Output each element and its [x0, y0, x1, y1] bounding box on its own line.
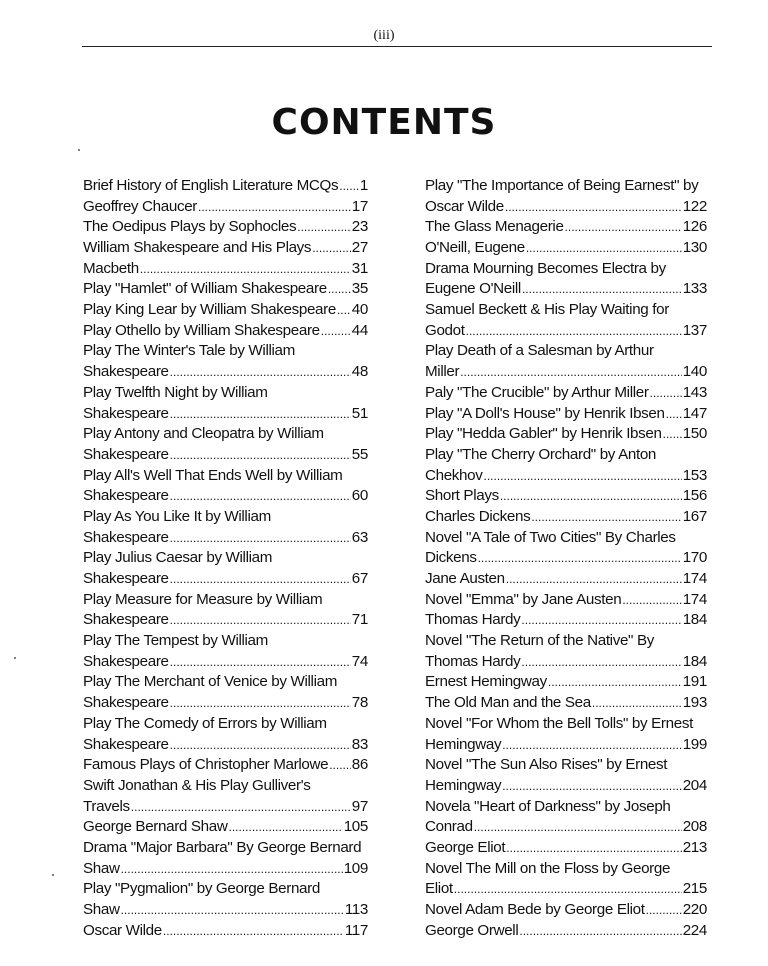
- toc-entry-title: Shaw: [83, 901, 120, 919]
- toc-entry-title: Shakespeare: [83, 570, 169, 588]
- toc-entry-page: 40: [351, 301, 368, 319]
- toc-entry-page: 74: [351, 652, 368, 670]
- toc-entry-title: Shakespeare: [83, 735, 169, 753]
- toc-entry: [83, 879, 368, 900]
- toc-entry-page: 109: [343, 859, 368, 877]
- dot-leader: [502, 735, 682, 756]
- toc-entry: [83, 486, 368, 507]
- toc-entry-page: 220: [682, 901, 707, 919]
- toc-entry: [425, 466, 707, 487]
- toc-entry: [83, 735, 368, 756]
- contents-right-column: [425, 176, 707, 941]
- toc-entry-title: Thomas Hardy: [425, 652, 521, 670]
- toc-entry-page: 133: [682, 280, 707, 298]
- dot-leader: [321, 321, 351, 342]
- toc-entry-title: William Shakespeare and His Plays: [83, 239, 312, 257]
- toc-entry: [425, 342, 707, 363]
- toc-entry-page: 224: [682, 921, 707, 939]
- toc-entry: [83, 714, 368, 735]
- toc-entry: [83, 466, 368, 487]
- dot-leader: [531, 507, 681, 528]
- toc-entry: [425, 590, 707, 611]
- toc-entry-page: 143: [682, 383, 707, 401]
- toc-entry-title: Play Measure for Measure by William: [83, 590, 323, 608]
- toc-entry: [83, 259, 368, 280]
- toc-entry: [425, 569, 707, 590]
- dot-leader: [170, 486, 351, 507]
- toc-entry-title: Novel The Mill on the Floss by George: [425, 859, 671, 877]
- page-number: (iii): [373, 28, 395, 43]
- dot-leader: [505, 197, 682, 218]
- toc-entry-title: Hemingway: [425, 735, 502, 753]
- dot-leader: [198, 197, 351, 218]
- toc-entry: [83, 548, 368, 569]
- toc-entry: [83, 424, 368, 445]
- toc-entry-title: Play As You Like It by William: [83, 507, 271, 525]
- toc-entry-title: George Orwell: [425, 921, 519, 939]
- toc-entry-title: Play All's Well That Ends Well by William: [83, 466, 343, 484]
- toc-entry-page: 174: [682, 590, 707, 608]
- dot-leader: [460, 362, 682, 383]
- dot-leader: [121, 859, 343, 880]
- toc-entry-page: 113: [344, 901, 368, 919]
- toc-entry-title: Swift Jonathan & His Play Gulliver's: [83, 776, 311, 794]
- toc-entry: [425, 859, 707, 880]
- toc-entry-title: Play Othello by William Shakespeare: [83, 321, 320, 339]
- toc-entry-title: Hemingway: [425, 776, 502, 794]
- toc-entry-title: Dickens: [425, 549, 477, 567]
- toc-entry: [425, 404, 707, 425]
- toc-entry: [83, 797, 368, 818]
- dot-leader: [170, 610, 351, 631]
- toc-entry-title: Play Death of a Salesman by Arthur: [425, 342, 654, 360]
- toc-entry-title: Novel "Emma" by Jane Austen: [425, 590, 622, 608]
- dot-leader: [328, 279, 351, 300]
- toc-entry-title: Famous Plays of Christopher Marlowe: [83, 756, 329, 774]
- toc-entry-title: The Oedipus Plays by Sophocles: [83, 218, 297, 236]
- dot-leader: [565, 217, 682, 238]
- toc-entry-title: Play "Hamlet" of William Shakespeare: [83, 280, 327, 298]
- toc-entry-page: 71: [351, 611, 368, 629]
- toc-entry-page: 150: [682, 425, 707, 443]
- toc-entry-title: Geoffrey Chaucer: [83, 197, 197, 215]
- toc-entry-page: 137: [682, 321, 707, 339]
- toc-entry-title: Charles Dickens: [425, 507, 531, 525]
- toc-entry-page: 1: [359, 176, 368, 194]
- toc-entry-page: 17: [351, 197, 368, 215]
- toc-entry: [83, 631, 368, 652]
- toc-entry-page: 126: [682, 218, 707, 236]
- toc-entry-page: 55: [351, 445, 368, 463]
- toc-entry-title: Brief History of English Literature MCQs: [83, 176, 339, 194]
- toc-entry-page: 153: [682, 466, 707, 484]
- toc-entry: [425, 548, 707, 569]
- dot-leader: [646, 900, 682, 921]
- toc-entry: [425, 693, 707, 714]
- toc-entry-title: Novel "The Return of the Native" By: [425, 632, 654, 650]
- toc-entry-title: Play "Pygmalion" by George Bernard: [83, 880, 320, 898]
- dot-leader: [500, 486, 682, 507]
- toc-entry-title: O'Neill, Eugene: [425, 239, 525, 257]
- toc-entry-page: 78: [351, 694, 368, 712]
- toc-entry: [425, 631, 707, 652]
- toc-entry: [83, 838, 368, 859]
- dot-leader: [339, 176, 359, 197]
- scan-speck: [52, 874, 54, 876]
- toc-entry-page: 35: [351, 280, 368, 298]
- toc-entry: [425, 610, 707, 631]
- toc-entry-title: Play The Comedy of Errors by William: [83, 714, 327, 732]
- toc-entry: [83, 859, 368, 880]
- toc-entry-page: 122: [682, 197, 707, 215]
- toc-entry-title: Play The Winter's Tale by William: [83, 342, 295, 360]
- toc-entry-page: 215: [682, 880, 707, 898]
- toc-entry-title: Drama "Major Barbara" By George Bernard: [83, 838, 362, 856]
- toc-entry: [425, 238, 707, 259]
- dot-leader: [522, 279, 682, 300]
- toc-entry: [83, 673, 368, 694]
- toc-entry-title: Play King Lear by William Shakespeare: [83, 301, 336, 319]
- toc-entry-page: 184: [682, 611, 707, 629]
- toc-entry-page: 193: [682, 694, 707, 712]
- dot-leader: [666, 404, 682, 425]
- dot-leader: [121, 900, 344, 921]
- toc-entry-title: The Glass Menagerie: [425, 218, 564, 236]
- toc-entry-page: 167: [682, 507, 707, 525]
- toc-entry: [83, 817, 368, 838]
- dot-leader: [140, 259, 351, 280]
- toc-entry-title: Novela "Heart of Darkness" by Joseph: [425, 797, 671, 815]
- toc-entry-title: Play Twelfth Night by William: [83, 383, 268, 401]
- toc-entry: [425, 879, 707, 900]
- toc-entry-title: Play "The Cherry Orchard" by Anton: [425, 445, 657, 463]
- dot-leader: [170, 735, 351, 756]
- toc-entry: [425, 921, 707, 942]
- toc-entry-title: Novel "The Sun Also Rises" by Ernest: [425, 756, 668, 774]
- toc-entry-title: Shakespeare: [83, 694, 169, 712]
- toc-entry-page: 174: [682, 570, 707, 588]
- toc-entry-page: 170: [682, 549, 707, 567]
- dot-leader: [170, 569, 351, 590]
- toc-entry-title: Thomas Hardy: [425, 611, 521, 629]
- dot-leader: [170, 404, 351, 425]
- toc-entry-title: Play The Merchant of Venice by William: [83, 673, 338, 691]
- toc-entry: [83, 610, 368, 631]
- toc-entry-page: 191: [682, 673, 707, 691]
- toc-entry: [83, 776, 368, 797]
- toc-entry-page: 156: [682, 487, 707, 505]
- dot-leader: [663, 424, 682, 445]
- dot-leader: [131, 797, 351, 818]
- toc-entry: [83, 238, 368, 259]
- toc-entry: [425, 528, 707, 549]
- toc-entry-page: 63: [351, 528, 368, 546]
- toc-entry: [425, 755, 707, 776]
- toc-entry: [425, 797, 707, 818]
- toc-entry: [83, 445, 368, 466]
- toc-entry: [425, 714, 707, 735]
- toc-entry-page: 204: [682, 776, 707, 794]
- scan-speck: [14, 657, 16, 659]
- toc-entry-title: Godot: [425, 321, 465, 339]
- toc-entry: [425, 507, 707, 528]
- toc-entry-page: 51: [351, 404, 368, 422]
- toc-entry-title: Travels: [83, 797, 130, 815]
- toc-entry-title: Eliot: [425, 880, 453, 898]
- toc-entry: [425, 838, 707, 859]
- toc-entry-title: Novel "For Whom the Bell Tolls" by Ernest: [425, 714, 693, 732]
- page-title: CONTENTS: [271, 102, 497, 143]
- toc-entry: [425, 197, 707, 218]
- dot-leader: [170, 528, 351, 549]
- toc-entry: [83, 900, 368, 921]
- toc-entry-title: Play "The Importance of Being Earnest" by: [425, 176, 699, 194]
- toc-entry-title: George Bernard Shaw: [83, 818, 228, 836]
- toc-entry-page: 130: [682, 239, 707, 257]
- toc-entry: [83, 507, 368, 528]
- toc-entry: [425, 652, 707, 673]
- toc-entry-title: George Eliot: [425, 838, 506, 856]
- dot-leader: [548, 672, 682, 693]
- dot-leader: [170, 652, 351, 673]
- toc-entry-title: Novel "A Tale of Two Cities" By Charles: [425, 528, 676, 546]
- toc-entry-page: 60: [351, 487, 368, 505]
- toc-entry: [83, 921, 368, 942]
- toc-entry-page: 213: [682, 838, 707, 856]
- toc-entry: [83, 693, 368, 714]
- dot-leader: [297, 217, 351, 238]
- toc-entry-title: Shaw: [83, 859, 120, 877]
- toc-entry-title: Play "A Doll's House" by Henrik Ibsen: [425, 404, 665, 422]
- toc-entry: [425, 673, 707, 694]
- toc-entry-title: Conrad: [425, 818, 473, 836]
- scan-speck: [78, 149, 80, 151]
- dot-leader: [478, 548, 682, 569]
- toc-entry-title: Shakespeare: [83, 652, 169, 670]
- toc-entry: [83, 300, 368, 321]
- toc-entry: [425, 817, 707, 838]
- dot-leader: [454, 879, 682, 900]
- dot-leader: [521, 610, 681, 631]
- toc-entry: [425, 735, 707, 756]
- toc-entry: [425, 362, 707, 383]
- toc-entry-title: Play The Tempest by William: [83, 632, 268, 650]
- dot-leader: [163, 921, 344, 942]
- toc-entry: [425, 321, 707, 342]
- dot-leader: [622, 590, 681, 611]
- dot-leader: [474, 817, 682, 838]
- toc-entry: [425, 176, 707, 197]
- toc-entry: [83, 652, 368, 673]
- toc-entry-title: Drama Mourning Becomes Electra by: [425, 259, 666, 277]
- toc-entry-title: Shakespeare: [83, 528, 169, 546]
- toc-entry-title: Samuel Beckett & His Play Waiting for: [425, 301, 669, 319]
- toc-entry: [83, 342, 368, 363]
- toc-entry-title: Chekhov: [425, 466, 483, 484]
- toc-entry-page: 48: [351, 363, 368, 381]
- toc-entry-page: 83: [351, 735, 368, 753]
- dot-leader: [312, 238, 351, 259]
- toc-entry: [425, 279, 707, 300]
- toc-entry: [83, 217, 368, 238]
- toc-entry-page: 199: [682, 735, 707, 753]
- toc-entry: [83, 404, 368, 425]
- toc-entry-page: 147: [682, 404, 707, 422]
- dot-leader: [466, 321, 682, 342]
- dot-leader: [329, 755, 351, 776]
- dot-leader: [170, 362, 351, 383]
- dot-leader: [506, 838, 681, 859]
- dot-leader: [170, 445, 351, 466]
- toc-entry-title: Paly "The Crucible" by Arthur Miller: [425, 383, 649, 401]
- toc-entry-page: 105: [343, 818, 368, 836]
- dot-leader: [526, 238, 682, 259]
- toc-entry: [83, 197, 368, 218]
- toc-entry: [83, 569, 368, 590]
- toc-entry-page: 117: [344, 921, 368, 939]
- toc-entry: [83, 362, 368, 383]
- toc-entry-page: 97: [351, 797, 368, 815]
- toc-entry-page: 86: [351, 756, 368, 774]
- toc-entry-page: 27: [351, 239, 368, 257]
- toc-entry: [425, 300, 707, 321]
- toc-entry-title: Oscar Wilde: [425, 197, 504, 215]
- toc-entry: [425, 776, 707, 797]
- dot-leader: [592, 693, 682, 714]
- dot-leader: [502, 776, 682, 797]
- toc-entry-title: Play "Hedda Gabler" by Henrik Ibsen: [425, 425, 662, 443]
- toc-entry: [83, 176, 368, 197]
- toc-entry: [425, 445, 707, 466]
- toc-entry-title: Miller: [425, 363, 460, 381]
- dot-leader: [650, 383, 682, 404]
- toc-entry: [425, 217, 707, 238]
- toc-entry-title: Shakespeare: [83, 611, 169, 629]
- toc-entry-title: Macbeth: [83, 259, 139, 277]
- toc-entry: [425, 424, 707, 445]
- toc-entry-title: Ernest Hemingway: [425, 673, 547, 691]
- dot-leader: [170, 693, 351, 714]
- toc-entry-title: Short Plays: [425, 487, 499, 505]
- dot-leader: [337, 300, 351, 321]
- toc-entry: [425, 486, 707, 507]
- toc-entry-title: Shakespeare: [83, 445, 169, 463]
- toc-entry-title: Novel Adam Bede by George Eliot: [425, 901, 645, 919]
- dot-leader: [506, 569, 682, 590]
- toc-entry-page: 44: [351, 321, 368, 339]
- dot-leader: [521, 652, 681, 673]
- toc-entry-page: 208: [682, 818, 707, 836]
- toc-entry: [83, 279, 368, 300]
- toc-entry-title: The Old Man and the Sea: [425, 694, 591, 712]
- toc-entry-title: Play Julius Caesar by William: [83, 549, 273, 567]
- contents-left-column: [83, 176, 368, 941]
- toc-entry: [425, 383, 707, 404]
- toc-entry-title: Play Antony and Cleopatra by William: [83, 425, 324, 443]
- header-rule: [82, 46, 712, 47]
- toc-entry: [83, 755, 368, 776]
- dot-leader: [228, 817, 342, 838]
- toc-entry-page: 23: [351, 218, 368, 236]
- dot-leader: [484, 466, 682, 487]
- toc-entry-title: Shakespeare: [83, 404, 169, 422]
- toc-entry: [425, 259, 707, 280]
- toc-entry-title: Shakespeare: [83, 363, 169, 381]
- toc-entry-page: 184: [682, 652, 707, 670]
- toc-entry-page: 31: [351, 259, 368, 277]
- dot-leader: [519, 921, 681, 942]
- toc-entry: [425, 900, 707, 921]
- toc-entry-title: Shakespeare: [83, 487, 169, 505]
- toc-entry-title: Jane Austen: [425, 570, 505, 588]
- toc-entry: [83, 528, 368, 549]
- toc-entry-page: 140: [682, 363, 707, 381]
- toc-entry: [83, 590, 368, 611]
- toc-entry: [83, 383, 368, 404]
- toc-entry-title: Oscar Wilde: [83, 921, 162, 939]
- toc-entry-page: 67: [351, 570, 368, 588]
- toc-entry: [83, 321, 368, 342]
- toc-entry-title: Eugene O'Neill: [425, 280, 521, 298]
